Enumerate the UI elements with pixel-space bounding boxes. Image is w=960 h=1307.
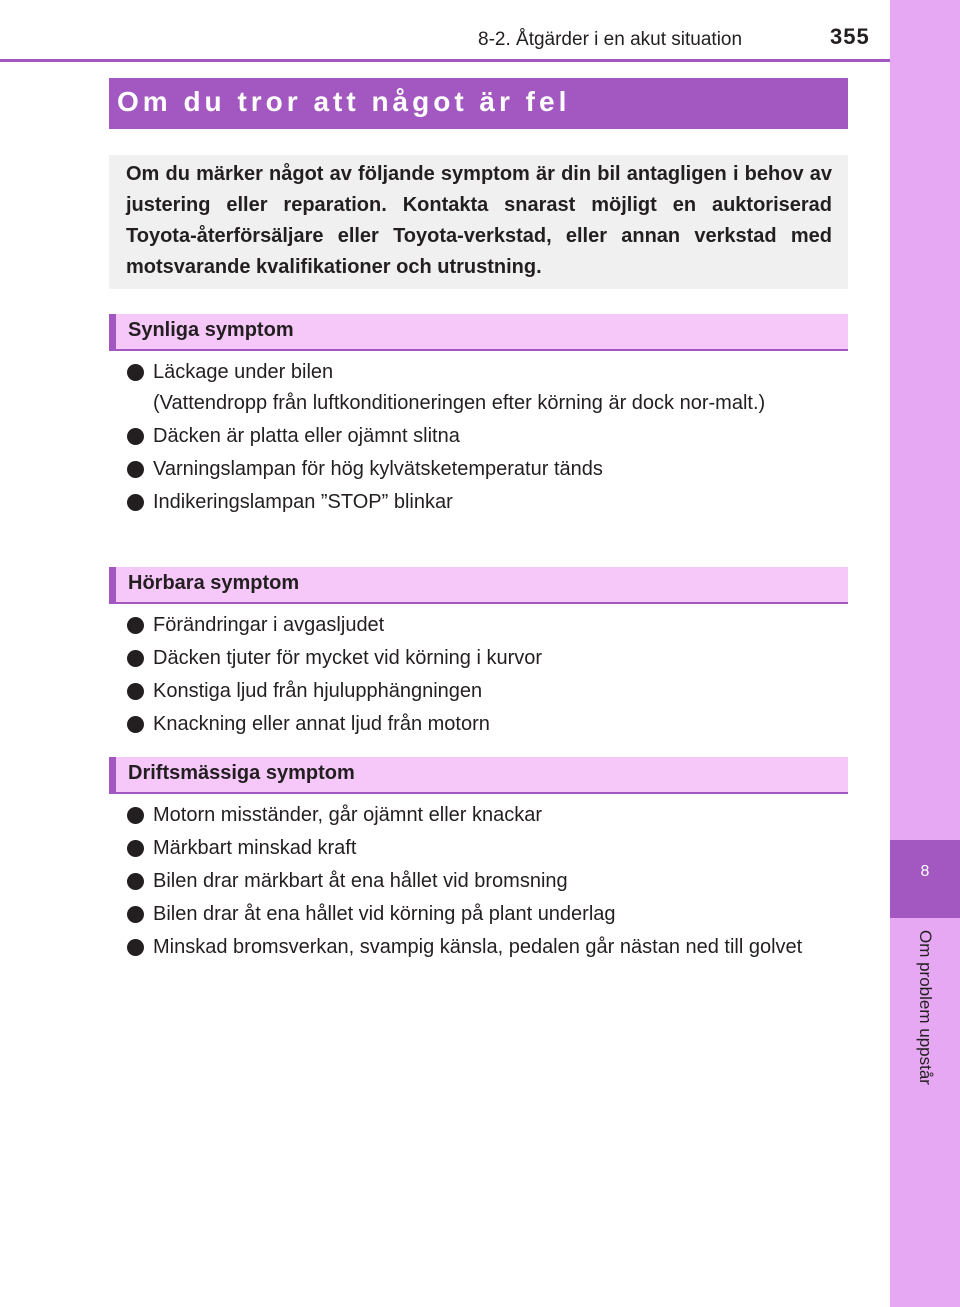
chapter-side-tab (890, 0, 960, 1307)
bullet-icon (127, 906, 144, 923)
bullet-icon (127, 461, 144, 478)
bullet-icon (127, 494, 144, 511)
list-item-text: Läckage under bilen (Vattendropp från luftkonditioneringen efter körning är dock nor-malt.) (153, 361, 766, 414)
subheading-text: Driftsmässiga symptom (128, 762, 355, 784)
header-divider (0, 59, 890, 62)
intro-box (109, 155, 848, 289)
list-visible-symptoms (125, 357, 841, 520)
list-item (125, 709, 841, 740)
subheading-text: Synliga symptom (128, 319, 294, 341)
list-item-text: Indikeringslampan ”STOP” blinkar (153, 491, 453, 513)
subheading-audible-symptoms (109, 567, 848, 604)
list-item-text: Däcken tjuter för mycket vid körning i kurvor (153, 647, 543, 669)
bullet-icon (127, 650, 144, 667)
list-audible-symptoms (125, 610, 841, 742)
list-item (125, 899, 841, 930)
page-title: Om du tror att något är fel (117, 86, 571, 117)
list-item (125, 643, 841, 674)
page-header (0, 0, 890, 62)
bullet-icon (127, 807, 144, 824)
list-item-text: Däcken är platta eller ojämnt slitna (153, 425, 460, 447)
bullet-icon (127, 683, 144, 700)
chapter-label: Om problem uppstår (916, 930, 935, 1085)
bullet-icon (127, 617, 144, 634)
list-item (125, 866, 841, 897)
subheading-operational-symptoms (109, 757, 848, 794)
list-item-text: Bilen drar åt ena hållet vid körning på plant underlag (153, 903, 616, 925)
list-item-text: Knackning eller annat ljud från motorn (153, 713, 490, 735)
list-item (125, 833, 841, 864)
page-title-bar (109, 78, 848, 129)
bullet-icon (127, 939, 144, 956)
list-item-text: Minskad bromsverkan, svampig känsla, pedalen går nästan ned till golvet (153, 936, 803, 958)
list-item-text: Varningslampan för hög kylvätsketemperatur tänds (153, 458, 603, 480)
list-item-text: Bilen drar märkbart åt ena hållet vid bromsning (153, 870, 568, 892)
list-item (125, 932, 841, 963)
bullet-icon (127, 716, 144, 733)
section-title: 8-2. Åtgärder i en akut situation (478, 29, 743, 50)
list-item (125, 421, 841, 452)
subheading-visible-symptoms (109, 314, 848, 351)
bullet-icon (127, 364, 144, 381)
list-item-text: Förändringar i avgasljudet (153, 614, 385, 636)
list-item-text: Märkbart minskad kraft (153, 837, 357, 859)
list-item (125, 454, 841, 485)
list-operational-symptoms (125, 800, 841, 965)
bullet-icon (127, 873, 144, 890)
list-item (125, 357, 841, 419)
chapter-number: 8 (890, 840, 960, 918)
intro-text: Om du märker något av följande symptom är din bil antagligen i behov av justering eller reparation. Kontakta snarast möjligt en auktoriserad Toyota-återförsäljare eller Toyota-verkstad, eller annan verkstad med motsvarande kvalifikationer och utrustning. (126, 163, 832, 278)
list-item (125, 610, 841, 641)
list-item (125, 487, 841, 518)
bullet-icon (127, 428, 144, 445)
list-item (125, 800, 841, 831)
list-item-text: Motorn misständer, går ojämnt eller knackar (153, 804, 543, 826)
list-item (125, 676, 841, 707)
list-item-text: Konstiga ljud från hjulupphängningen (153, 680, 483, 702)
page-number: 355 (830, 24, 870, 49)
subheading-text: Hörbara symptom (128, 572, 300, 594)
bullet-icon (127, 840, 144, 857)
